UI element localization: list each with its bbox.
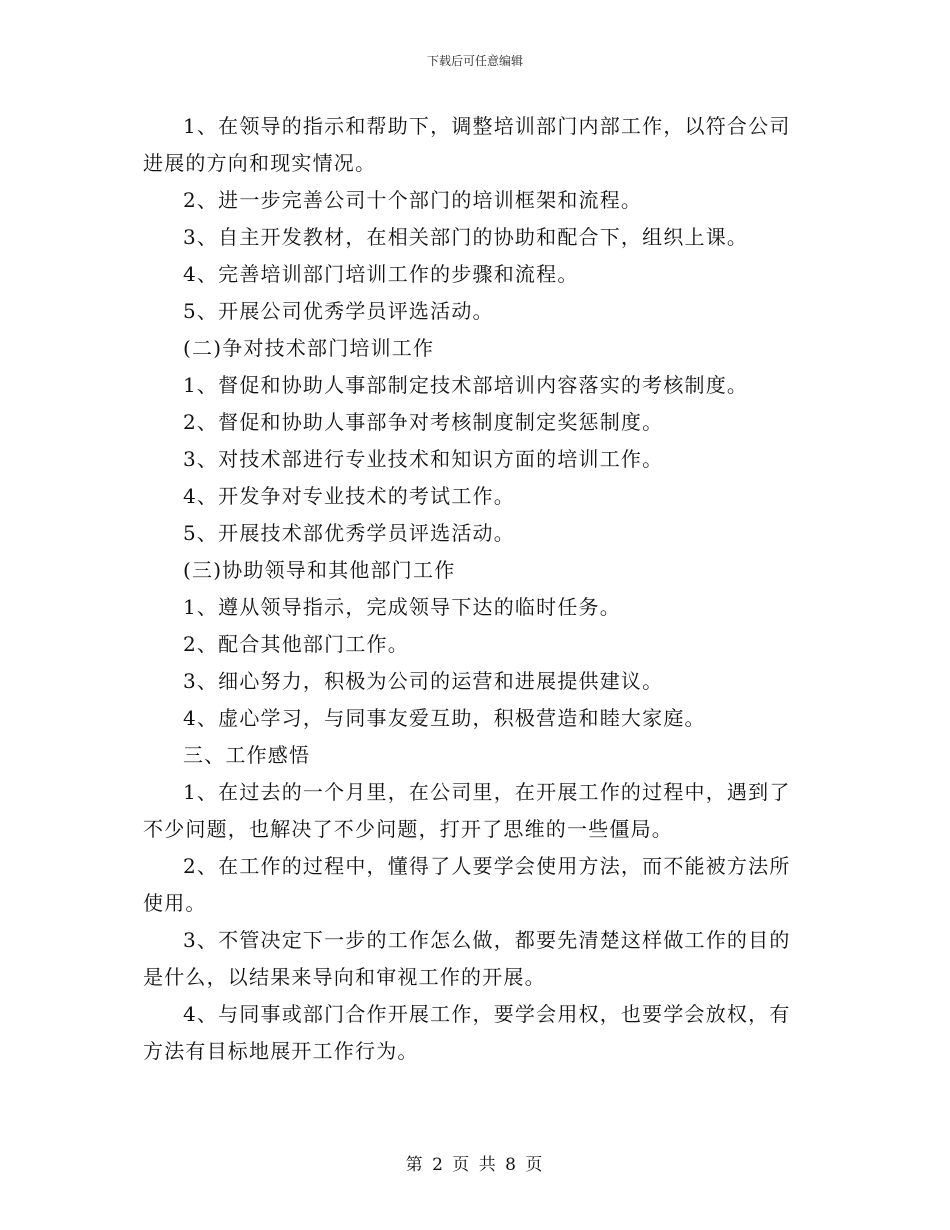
paragraph: 2、督促和协助人事部争对考核制度制定奖惩制度。	[183, 410, 664, 434]
section-heading: 三、工作感悟	[183, 743, 311, 767]
paragraph: 2、在工作的过程中，懂得了人要学会使用方法，而不能被方法所使用。	[143, 854, 791, 915]
paragraph: 4、完善培训部门培训工作的步骤和流程。	[183, 262, 579, 286]
section-heading: (二)争对技术部门培训工作	[183, 336, 435, 360]
paragraph: 5、开展技术部优秀学员评选活动。	[183, 521, 515, 545]
paragraph: 4、与同事或部门合作开展工作，要学会用权，也要学会放权，有方法有目标地展开工作行为。	[143, 1002, 791, 1063]
paragraph: 3、不管决定下一步的工作怎么做，都要先清楚这样做工作的目的是什么，以结果来导向和审视工作的开展。	[143, 928, 791, 989]
paragraph: 1、遵从领导指示，完成领导下达的临时任务。	[183, 595, 621, 619]
paragraph: 1、督促和协助人事部制定技术部培训内容落实的考核制度。	[183, 373, 749, 397]
paragraph: 3、自主开发教材，在相关部门的协助和配合下，组织上课。	[183, 225, 749, 249]
paragraph: 2、配合其他部门工作。	[183, 632, 409, 656]
paragraph: 5、开展公司优秀学员评选活动。	[183, 299, 494, 323]
paragraph: 2、进一步完善公司十个部门的培训框架和流程。	[183, 188, 643, 212]
paragraph: 4、开发争对专业技术的考试工作。	[183, 484, 515, 508]
section-heading: (三)协助领导和其他部门工作	[183, 558, 456, 582]
page-number: 第 2 页 共 8 页	[405, 1155, 545, 1175]
paragraph: 1、在领导的指示和帮助下，调整培训部门内部工作，以符合公司进展的方向和现实情况。	[143, 114, 791, 175]
paragraph: 3、对技术部进行专业技术和知识方面的培训工作。	[183, 447, 664, 471]
paragraph: 4、虚心学习，与同事友爱互助，积极营造和睦大家庭。	[183, 706, 706, 730]
document-body	[143, 108, 810, 1070]
paragraph: 3、细心努力，积极为公司的运营和进展提供建议。	[183, 669, 664, 693]
paragraph: 1、在过去的一个月里，在公司里，在开展工作的过程中，遇到了不少问题，也解决了不少问题，打开了思维的一些僵局。	[143, 780, 791, 841]
page-header-note: 下载后可任意编辑	[426, 54, 523, 68]
